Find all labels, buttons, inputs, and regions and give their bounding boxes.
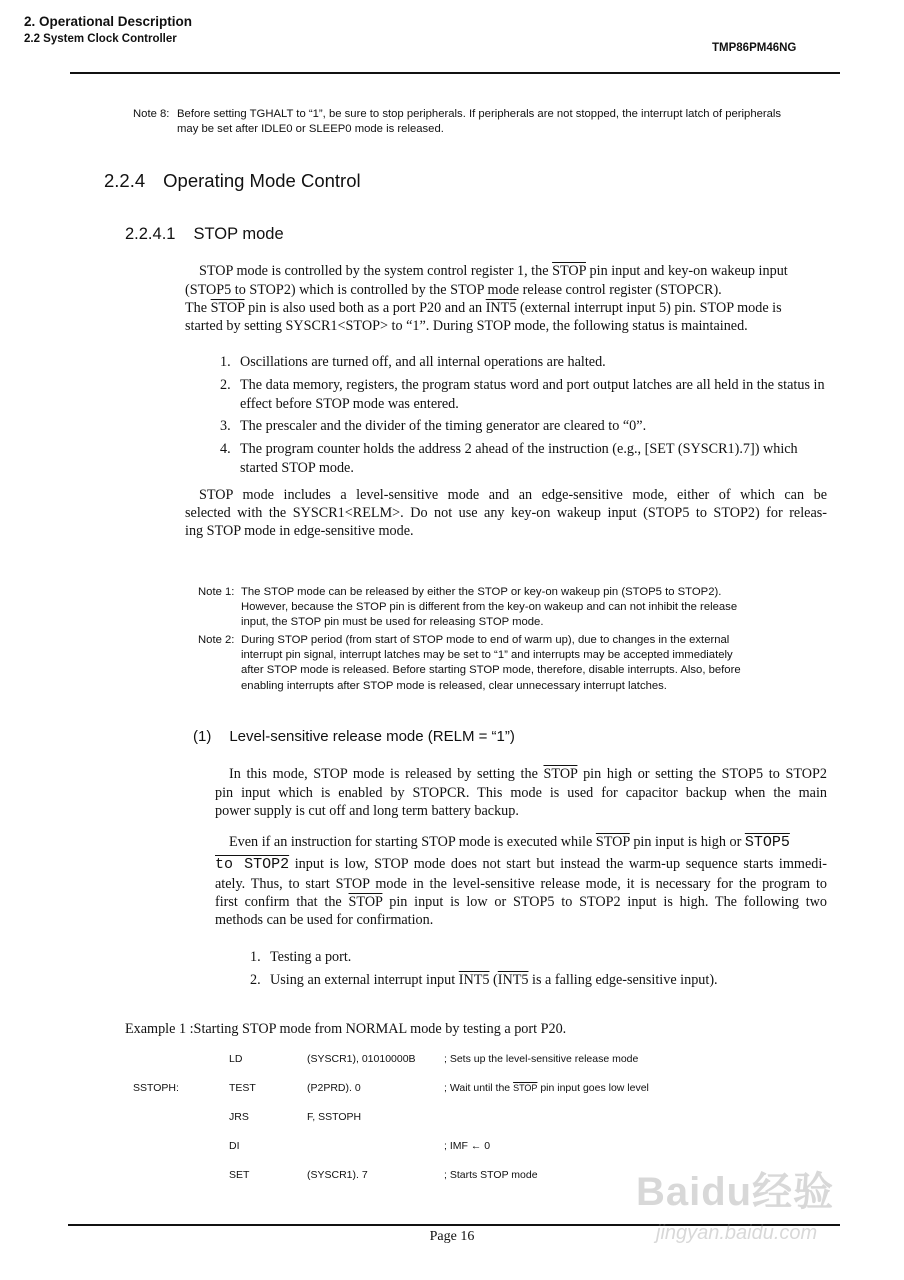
part-number: TMP86PM46NG	[712, 42, 797, 54]
level-para2-line-2: to STOP2 input is low, STOP mode does not start but instead the warm-up sequence starts immedi-	[215, 856, 827, 873]
heading-number: 2.2.4	[104, 170, 146, 191]
code-op: TEST	[229, 1082, 256, 1094]
example-title: Example 1 :Starting STOP mode from NORMAL mode by testing a port P20.	[125, 1021, 567, 1037]
list-item: 2. Using an external interrupt input INT5 (INT5 is a falling edge-sensitive input).	[250, 972, 718, 988]
heading-2-2-4	[104, 170, 361, 192]
code-op: LD	[229, 1053, 243, 1065]
level-para1-line-2: pin input which is enabled by STOPCR. This mode is used for capacitor backup when the main	[215, 785, 827, 801]
list-item: 2. The data memory, registers, the program status word and port output latches are all held in the status in effect before STOP mode was entered.	[220, 377, 825, 412]
list-item: 1. Testing a port.	[250, 949, 352, 965]
stop2-overline: to STOP2	[215, 856, 290, 873]
code-operand: (SYSCR1). 7	[307, 1169, 368, 1181]
page-number: Page 16	[429, 1229, 475, 1244]
code-operand: (P2PRD). 0	[307, 1082, 361, 1094]
level-para2-line-5: methods can be used for confirmation.	[215, 912, 434, 928]
heading-text: Operating Mode Control	[163, 170, 361, 191]
section-title: 2.2 System Clock Controller	[24, 33, 177, 45]
modes-line-3: ing STOP mode in edge-sensitive mode.	[185, 523, 414, 539]
intro-line-4: started by setting SYSCR1<STOP> to “1”. During STOP mode, the following status is maintained.	[185, 318, 748, 334]
note-8-line1: Before setting TGHALT to “1”, be sure to stop peripherals. If peripherals are not stopped, the interrupt latch of peripherals	[177, 108, 782, 120]
note-1-label: Note 1:	[198, 586, 235, 598]
stop-pin-overline: STOP	[513, 1083, 538, 1093]
heading-number: 2.2.4.1	[125, 225, 176, 243]
code-label: SSTOPH:	[133, 1082, 179, 1094]
watermark-url: jingyan.baidu.com	[656, 1222, 818, 1244]
baidu-watermark	[636, 1138, 876, 1270]
code-op: DI	[229, 1140, 240, 1152]
list-item: 4. The program counter holds the address 2 ahead of the instruction (e.g., [SET (SYSCR1).7]) which started STOP mode.	[220, 441, 798, 476]
stop-pin-overline: STOP	[595, 834, 630, 850]
stop-pin-overline: STOP	[348, 894, 383, 910]
stop-pin-overline: STOP	[552, 263, 586, 279]
header-rule	[70, 72, 840, 74]
modes-line-1: STOP mode includes a level-sensitive mode and an edge-sensitive mode, either of which can be	[199, 487, 827, 503]
intro-line-1: STOP mode is controlled by the system control register 1, the STOP pin input and key-on wakeup input	[199, 263, 788, 279]
intro-line-2: (STOP5 to STOP2) which is controlled by the STOP mode release control register (STOPCR).	[185, 282, 722, 298]
code-operand: F, SSTOPH	[307, 1111, 362, 1123]
note-2-label: Note 2:	[198, 634, 235, 646]
intro-line-3: The STOP pin is also used both as a port P20 and an INT5 (external interrupt input 5) pin. STOP mode is	[185, 300, 782, 316]
note-8-label: Note 8:	[133, 108, 170, 120]
heading-text: Level-sensitive release mode (RELM = “1”)	[229, 728, 515, 745]
heading-2-2-4-1	[125, 225, 284, 244]
note-1-line: The STOP mode can be released by either the STOP or key-on wakeup pin (STOP5 to STOP2).	[241, 586, 722, 598]
level-para1-line-1: In this mode, STOP mode is released by setting the STOP pin high or setting the STOP5 to STOP2	[229, 766, 827, 782]
note-1-line: However, because the STOP pin is different from the key-on wakeup and can not inhibit the release	[241, 601, 738, 613]
chapter-title: 2. Operational Description	[24, 14, 193, 29]
code-comment: ; IMF ← 0	[444, 1140, 491, 1152]
stop5-overline: STOP5	[744, 834, 790, 851]
heading-number: (1)	[193, 728, 212, 745]
level-para2-line-4: first confirm that the STOP pin input is low or STOP5 to STOP2 input is high. The following two	[215, 894, 828, 910]
heading-text: STOP mode	[193, 225, 284, 243]
note-2-line: enabling interrupts after STOP mode is released, clear unnecessary interrupt latches.	[241, 680, 667, 692]
heading-level-sensitive	[193, 728, 515, 745]
stop-pin-overline: STOP	[210, 300, 245, 316]
note-8-line2: may be set after IDLE0 or SLEEP0 mode is released.	[177, 123, 444, 135]
note-1-line: input, the STOP pin must be used for releasing STOP mode.	[241, 616, 544, 628]
int5-overline: INT5	[458, 972, 490, 988]
level-para1-line-3: power supply is cut off and long term battery backup.	[215, 803, 519, 819]
code-operand: (SYSCR1), 01010000B	[307, 1053, 416, 1065]
int5-overline: INT5	[497, 972, 529, 988]
code-comment: ; Wait until the STOP pin input goes low level	[444, 1082, 649, 1094]
list-item: 3. The prescaler and the divider of the timing generator are cleared to “0”.	[220, 418, 647, 434]
note-2-line: interrupt pin signal, interrupt latches may be set to “1” and interrupts may be accepted immediately	[241, 649, 733, 661]
list-item: 1. Oscillations are turned off, and all internal operations are halted.	[220, 354, 606, 370]
code-op: SET	[229, 1169, 250, 1181]
stop-pin-overline: STOP	[543, 766, 578, 782]
code-op: JRS	[229, 1111, 249, 1123]
note-2-line: after STOP mode is released. Before starting STOP mode, therefore, disable interrupts. Also, before	[241, 664, 741, 676]
watermark-logo: Baidu经验	[636, 1170, 835, 1214]
note-2-line: During STOP period (from start of STOP mode to end of warm up), due to changes in the external	[241, 634, 730, 646]
code-comment: ; Sets up the level-sensitive release mode	[444, 1053, 639, 1065]
int5-overline: INT5	[485, 300, 517, 316]
level-para2-line-1: Even if an instruction for starting STOP mode is executed while STOP pin input is high or STOP5	[229, 834, 790, 851]
modes-line-2: selected with the SYSCR1<RELM>. Do not use any key-on wakeup input (STOP5 to STOP2) for releas-	[185, 505, 827, 521]
code-comment: ; Starts STOP mode	[444, 1169, 538, 1181]
level-para2-line-3: ately. Thus, to start STOP mode in the level-sensitive release mode, it is necessary for the program to	[215, 876, 827, 892]
